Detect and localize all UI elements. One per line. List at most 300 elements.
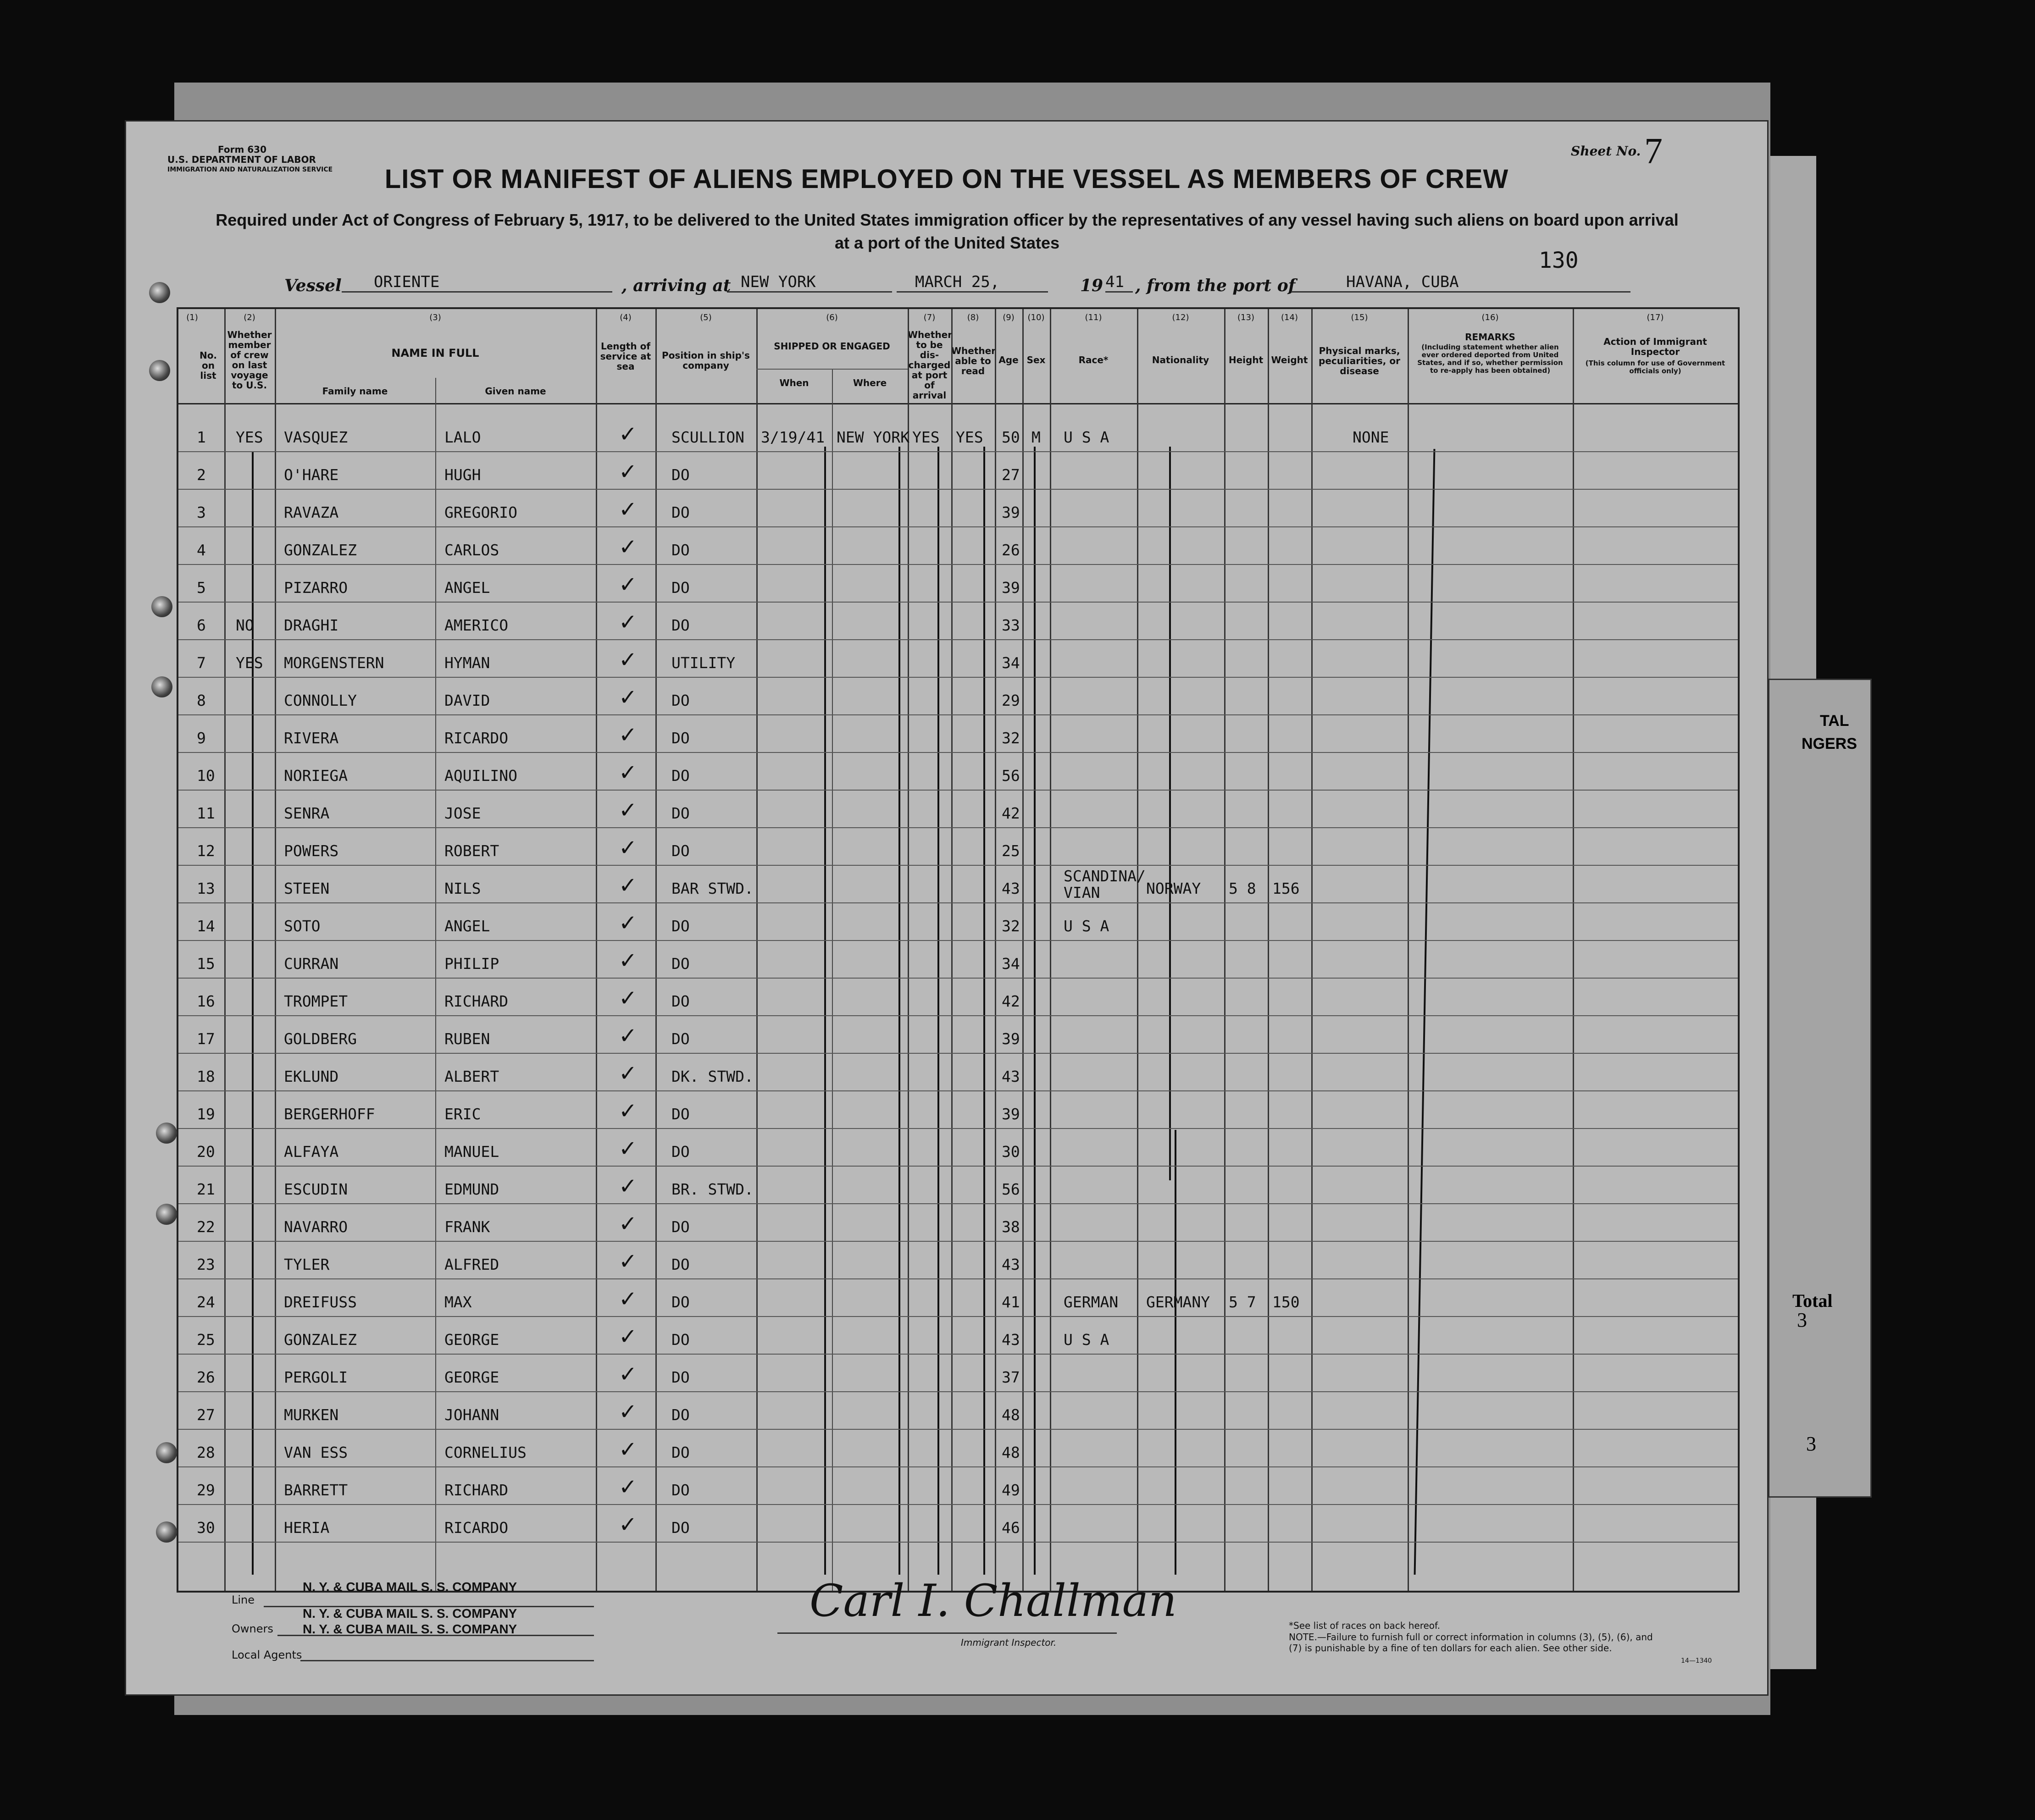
family-name: DRAGHI [284,616,339,634]
row-number: 20 [197,1143,215,1161]
service-checkmark: ✓ [619,1437,638,1462]
age: 33 [1002,616,1020,634]
age: 37 [1002,1368,1020,1386]
given-name: GEORGE [444,1368,499,1386]
given-name: MANUEL [444,1143,499,1161]
family-name: POWERS [284,842,339,860]
row-number: 22 [197,1218,215,1236]
age: 50 [1002,428,1020,446]
given-name: EDMUND [444,1180,499,1198]
service-checkmark: ✓ [619,1324,638,1350]
col10-num: (10) [1027,313,1045,322]
ditto-line-last-voyage-2 [252,694,254,1575]
service-checkmark: ✓ [619,1211,638,1237]
age: 25 [1002,842,1020,860]
age: 39 [1002,503,1020,521]
given-name: NILS [444,880,481,897]
col9-num: (9) [1003,313,1015,322]
ditto-line-nationality-1 [1169,447,1171,1180]
given-name: CORNELIUS [444,1444,527,1461]
row-number: 10 [197,767,215,785]
service-checkmark: ✓ [619,1512,638,1538]
race: U S A [1064,428,1109,446]
races-note: *See list of races on back hereof. [1289,1620,1440,1631]
row-number: 26 [197,1368,215,1386]
given-name: RICARDO [444,1519,509,1537]
col12-num: (12) [1172,313,1189,322]
col11-label: Race* [1078,354,1109,365]
col1-label: No. on list [199,350,217,381]
given-name: PHILIP [444,955,499,973]
punch-hole [156,1123,177,1144]
age: 32 [1002,917,1020,935]
col6-num: (6) [826,313,838,322]
service-checkmark: ✓ [619,1399,638,1425]
row-number: 28 [197,1444,215,1461]
given-name: HUGH [444,466,481,484]
family-name: PERGOLI [284,1368,348,1386]
position: BAR STWD. [671,880,754,897]
service-checkmark: ✓ [619,797,638,823]
weight: 150 [1272,1293,1300,1311]
race: U S A [1064,917,1109,935]
physical-marks: NONE [1353,428,1389,446]
row-rule [178,1466,1738,1467]
punch-hole [151,676,172,697]
age: 32 [1002,729,1020,747]
service-checkmark: ✓ [619,1136,638,1162]
row-rule [178,752,1738,753]
row-rule [178,827,1738,828]
service-checkmark: ✓ [619,835,638,861]
ditto-line-discharge [937,447,939,1575]
age: 27 [1002,466,1020,484]
given-name: HYMAN [444,654,490,672]
shipped-when: 3/19/41 [761,428,825,446]
position: DO [671,1444,690,1461]
age: 46 [1002,1519,1020,1537]
fine-note: NOTE.—Failure to furnish full or correct information in columns (3), (5), (6), and (7) is punishable by a fine of ten dollars for each alien. See other side. [1289,1632,1653,1654]
service-checkmark: ✓ [619,948,638,974]
position: DO [671,1256,690,1273]
row-number: 24 [197,1293,215,1311]
family-name: RIVERA [284,729,339,747]
age: 43 [1002,1331,1020,1349]
position: DO [671,1293,690,1311]
col8-num: (8) [967,313,979,322]
family-name: GONZALEZ [284,1331,357,1349]
service-checkmark: ✓ [619,534,638,560]
family-name: GONZALEZ [284,541,357,559]
age: 56 [1002,1180,1020,1198]
given-name: RICHARD [444,1481,509,1499]
row-number: 1 [197,428,206,446]
position: DO [671,503,690,521]
row-number: 19 [197,1105,215,1123]
family-name: MORGENSTERN [284,654,384,672]
col4-num: (4) [620,313,632,322]
column-divider [1137,309,1138,1591]
last-voyage: NO [236,616,254,634]
column-divider [1050,309,1051,1591]
col11-num: (11) [1085,313,1102,322]
column-divider [1311,309,1313,1591]
line-label: Line [232,1593,255,1606]
owners-stamp-2: N. Y. & CUBA MAIL S. S. COMPANY [303,1622,517,1636]
age: 39 [1002,1105,1020,1123]
row-rule [178,1166,1738,1167]
row-rule [178,940,1738,941]
row-number: 16 [197,992,215,1010]
position: DO [671,1105,690,1123]
agents-underline [300,1660,594,1661]
given-name: ERIC [444,1105,481,1123]
row-rule [178,564,1738,565]
given-name: FRANK [444,1218,490,1236]
col3-num: (3) [429,313,441,322]
side-tab-total-value: 3 [1797,1309,1807,1331]
last-voyage: YES [236,654,263,672]
position: DO [671,1218,690,1236]
column-divider [832,369,833,1591]
row-number: 13 [197,880,215,897]
family-name: MURKEN [284,1406,339,1424]
row-rule [178,1128,1738,1129]
age: 56 [1002,767,1020,785]
age: 38 [1002,1218,1020,1236]
row-number: 17 [197,1030,215,1048]
race: SCANDINA/ VIAN [1064,867,1146,902]
race: U S A [1064,1331,1109,1349]
col16-sub: (Including statement whether alien ever ordered deported from United States, and if so, whether permission to re-apply has been obtained) [1417,343,1563,375]
column-divider [1408,309,1409,1591]
row-rule [178,1316,1738,1317]
column-divider [435,378,436,1591]
service-checkmark: ✓ [619,1173,638,1199]
age: 34 [1002,955,1020,973]
service-checkmark: ✓ [619,873,638,898]
form-number: Form 630 [218,144,267,155]
family-name: SENRA [284,804,330,822]
arrival-date: MARCH 25, [897,273,1048,293]
column-divider [224,309,226,1591]
row-rule [178,865,1738,866]
position: DO [671,541,690,559]
family-name: O'HARE [284,466,339,484]
given-name: AMERICO [444,616,509,634]
family-name: VAN ESS [284,1444,348,1461]
given-name: ALFRED [444,1256,499,1273]
signature-underline [777,1632,1117,1634]
col4-label: Length of service at sea [600,341,651,372]
row-number: 18 [197,1068,215,1085]
able-to-read: YES [956,428,983,446]
family-name: SOTO [284,917,321,935]
col8-label: Whether able to read [951,345,996,376]
position: DO [671,579,690,597]
family-name: ALFAYA [284,1143,339,1161]
row-rule [178,714,1738,715]
given-name: RICARDO [444,729,509,747]
col5-num: (5) [700,313,712,322]
row-number: 2 [197,466,206,484]
row-rule [178,1090,1738,1091]
position: SCULLION [671,428,744,446]
column-divider [275,309,276,1591]
vessel-name: ORIENTE [342,273,612,293]
row-rule [178,677,1738,678]
col16-label: REMARKS [1465,332,1515,343]
ditto-line-when [824,447,826,1575]
year-suffix: 41 [1105,273,1133,293]
family-name: NORIEGA [284,767,348,785]
given-name: CARLOS [444,541,499,559]
family-name: BERGERHOFF [284,1105,375,1123]
age: 42 [1002,992,1020,1010]
row-rule [178,602,1738,603]
col3-given: Given name [485,386,546,397]
service-checkmark: ✓ [619,985,638,1011]
given-name: JOHANN [444,1406,499,1424]
given-name: DAVID [444,691,490,709]
row-rule [178,1203,1738,1204]
nationality: NORWAY [1146,880,1201,897]
col14-label: Weight [1271,354,1308,365]
given-name: ANGEL [444,917,490,935]
col6-where: Where [853,377,887,388]
shipped-subdivider [756,369,908,370]
position: DO [671,1368,690,1386]
row-rule [178,489,1738,490]
punch-hole [156,1204,177,1225]
owners-stamp: N. Y. & CUBA MAIL S. S. COMPANY [303,1606,517,1621]
row-rule [178,1504,1738,1505]
service-checkmark: ✓ [619,572,638,597]
column-divider [596,309,597,1591]
column-divider [1268,309,1269,1591]
given-name: GREGORIO [444,503,517,521]
service-checkmark: ✓ [619,1361,638,1387]
col16-num: (16) [1481,313,1499,322]
manifest-number: 130 [1539,248,1579,273]
row-number: 21 [197,1180,215,1198]
column-divider [995,309,996,1591]
race: GERMAN [1064,1293,1119,1311]
age: 48 [1002,1444,1020,1461]
age: 43 [1002,880,1020,897]
year-prefix: 19 [1080,276,1103,295]
col17-num: (17) [1647,313,1664,322]
row-rule [178,1053,1738,1054]
row-number: 7 [197,654,206,672]
height: 5 8 [1229,880,1256,897]
row-rule [178,1015,1738,1016]
age: 34 [1002,654,1020,672]
service-checkmark: ✓ [619,1249,638,1274]
family-name: BARRETT [284,1481,348,1499]
row-rule [178,526,1738,527]
family-name: DREIFUSS [284,1293,357,1311]
service-checkmark: ✓ [619,1023,638,1049]
page-subtitle: Required under Act of Congress of February 5, 1917, to be delivered to the United States immigration officer by the representatives of any vessel having such aliens on board upon arrival at a port of the United States [216,210,1679,252]
family-name: HERIA [284,1519,330,1537]
sheet-number-label: Sheet No. [1571,144,1641,159]
service-checkmark: ✓ [619,1286,638,1312]
position: DO [671,1143,690,1161]
ditto-line-marks [1414,449,1436,1575]
sheet-number-value: 7 [1644,131,1663,171]
position: DO [671,804,690,822]
row-number: 11 [197,804,215,822]
col7-num: (7) [923,313,936,322]
arriving-port: NEW YORK [727,273,892,293]
ditto-line-read [983,447,985,1575]
side-tab [1768,679,1872,1498]
row-rule [178,1542,1738,1543]
department: U.S. DEPARTMENT OF LABOR [167,154,316,165]
row-number: 4 [197,541,206,559]
col6-label: SHIPPED OR ENGAGED [774,341,890,352]
age: 39 [1002,579,1020,597]
row-number: 5 [197,579,206,597]
position: DO [671,767,690,785]
row-number: 9 [197,729,206,747]
age: 42 [1002,804,1020,822]
col10-label: Sex [1026,354,1046,365]
local-agents-label: Local Agents [232,1649,302,1661]
column-divider [756,309,758,1591]
age: 43 [1002,1256,1020,1273]
service: IMMIGRATION AND NATURALIZATION SERVICE [167,166,333,173]
last-voyage: YES [236,428,263,446]
header-divider [178,403,1738,404]
given-name: JOSE [444,804,481,822]
print-code: 14—1340 [1681,1657,1712,1665]
age: 48 [1002,1406,1020,1424]
given-name: ALBERT [444,1068,499,1085]
row-number: 30 [197,1519,215,1537]
shipped-where: NEW YORK [837,428,909,446]
col2-label: Whether member of crew on last voyage to U.S. [227,329,272,391]
manifest-sheet [126,122,1767,1694]
family-name: STEEN [284,880,330,897]
row-rule [178,902,1738,903]
row-rule [178,790,1738,791]
service-checkmark: ✓ [619,1098,638,1124]
given-name: GEORGE [444,1331,499,1349]
family-name: RAVAZA [284,503,339,521]
family-name: CONNOLLY [284,691,357,709]
position: DO [671,691,690,709]
age: 29 [1002,691,1020,709]
position: DO [671,1406,690,1424]
position: DO [671,466,690,484]
col15-label: Physical marks, peculiarities, or disease [1319,345,1400,376]
family-name: ESCUDIN [284,1180,348,1198]
given-name: RICHARD [444,992,509,1010]
col15-num: (15) [1351,313,1368,322]
punch-hole [156,1521,177,1543]
family-name: CURRAN [284,955,339,973]
age: 43 [1002,1068,1020,1085]
ditto-line-sex [1034,447,1036,1575]
col12-label: Nationality [1152,354,1209,365]
col5-label: Position in ship's company [662,350,750,371]
age: 41 [1002,1293,1020,1311]
side-tab-total-label: Total [1792,1290,1833,1311]
column-divider [1224,309,1225,1591]
owners-label: Owners [232,1622,273,1635]
column-divider [908,309,909,1591]
side-tab-text1: TAL [1820,712,1849,730]
col1-num: (1) [186,313,198,322]
side-tab-total-value2: 3 [1806,1433,1816,1455]
age: 39 [1002,1030,1020,1048]
position: DO [671,1519,690,1537]
row-number: 27 [197,1406,215,1424]
col13-label: Height [1228,354,1264,365]
position: DO [671,842,690,860]
position: DO [671,992,690,1010]
age: 49 [1002,1481,1020,1499]
ditto-line-where [898,447,900,1575]
row-number: 29 [197,1481,215,1499]
position: BR. STWD. [671,1180,754,1198]
line-stamp: N. Y. & CUBA MAIL S. S. COMPANY [303,1580,517,1594]
row-rule [178,1278,1738,1279]
family-name: EKLUND [284,1068,339,1085]
family-name: NAVARRO [284,1218,348,1236]
given-name: MAX [444,1293,472,1311]
col13-num: (13) [1237,313,1254,322]
age: 30 [1002,1143,1020,1161]
position: DK. STWD. [671,1068,754,1085]
side-tab-text2: NGERS [1802,735,1857,752]
position: DO [671,1331,690,1349]
service-checkmark: ✓ [619,647,638,673]
row-number: 8 [197,691,206,709]
column-divider [951,309,953,1591]
service-checkmark: ✓ [619,497,638,522]
row-number: 15 [197,955,215,973]
service-checkmark: ✓ [619,459,638,485]
row-number: 23 [197,1256,215,1273]
row-rule [178,451,1738,452]
from-port: HAVANA, CUBA [1291,273,1630,293]
position: DO [671,1481,690,1499]
page-title: LIST OR MANIFEST OF ALIENS EMPLOYED ON THE VESSEL AS MEMBERS OF CREW [384,164,1509,194]
vessel-label: Vessel [284,276,342,295]
nationality: GERMANY [1146,1293,1210,1311]
col14-num: (14) [1281,313,1298,322]
service-checkmark: ✓ [619,1061,638,1086]
weight: 156 [1272,880,1300,897]
family-name: TROMPET [284,992,348,1010]
position: DO [671,917,690,935]
family-name: PIZARRO [284,579,348,597]
from-label: , from the port of [1135,276,1296,295]
row-number: 14 [197,917,215,935]
service-checkmark: ✓ [619,609,638,635]
family-name: VASQUEZ [284,428,348,446]
punch-hole [151,596,172,617]
service-checkmark: ✓ [619,421,638,447]
position: DO [671,955,690,973]
service-checkmark: ✓ [619,910,638,936]
row-rule [178,639,1738,640]
ditto-line-nationality-2 [1175,1130,1176,1575]
row-number: 3 [197,503,206,521]
